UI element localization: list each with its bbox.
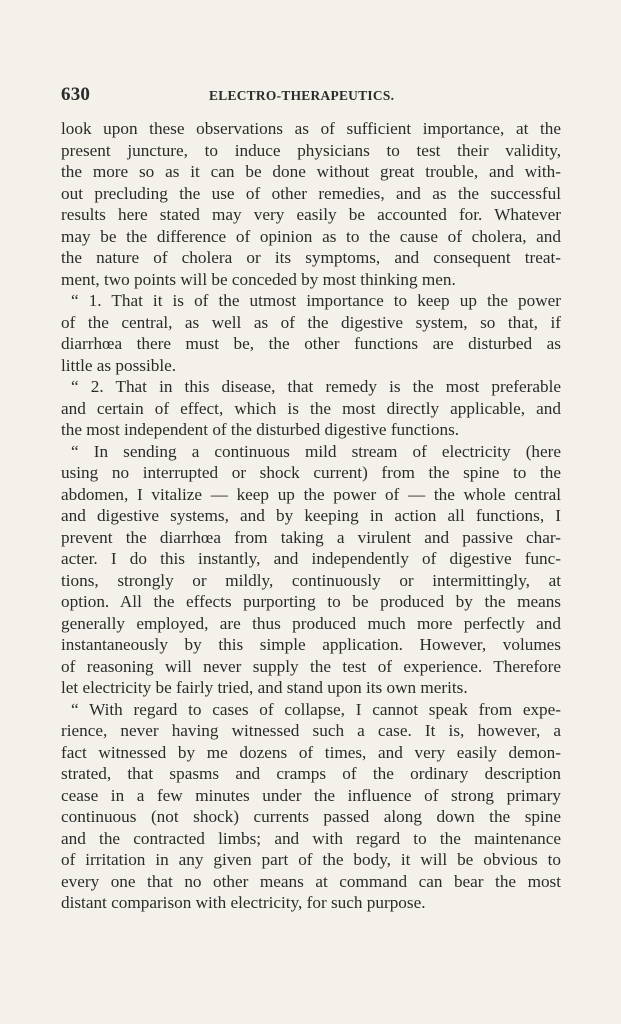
text-line: present juncture, to induce physicians to test their validity, — [61, 140, 561, 160]
text-line: and certain of effect, which is the most directly applicable, and — [61, 398, 561, 418]
text-line: of reasoning will never supply the test of experience. Therefore — [61, 656, 561, 676]
text-line: let electricity be fairly tried, and stand upon its own merits. — [61, 678, 468, 697]
text-line: acter. I do this instantly, and independently of digestive func- — [61, 549, 561, 568]
text-line: fact witnessed by me dozens of times, and very easily demon- — [61, 742, 561, 762]
text-line: instantaneously by this simple application. However, volumes — [61, 635, 561, 654]
text-line: strated, that spasms and cramps of the ordinary description — [61, 764, 561, 783]
text-line: cease in a few minutes under the influence of strong primary — [61, 785, 561, 805]
running-head — [61, 84, 561, 106]
text-line: look upon these observations as of sufficient importance, at the — [61, 119, 561, 138]
text-line: abdomen, I vitalize — keep up the power of — the whole central — [61, 484, 561, 504]
text-line: “ In sending a continuous mild stream of electricity (here — [71, 441, 561, 461]
text-line: prevent the diarrhœa from taking a virulent and passive char- — [61, 527, 561, 547]
text-line: option. All the effects purporting to be produced by the means — [61, 592, 561, 611]
text-line: little as possible. — [61, 355, 177, 375]
text-line: continuous (not shock) currents passed along down the spine — [61, 807, 561, 826]
text-line: “ 2. That in this disease, that remedy is the most preferable — [71, 377, 561, 396]
text-line: the most independent of the disturbed digestive functions. — [61, 420, 460, 439]
text-line: may be the difference of opinion as to the cause of cholera, and — [61, 226, 561, 246]
text-line: of the central, as well as of the digestive system, so that, if — [61, 312, 561, 332]
text-line: results here stated may very easily be accounted for. Whatever — [61, 205, 561, 224]
text-line: and the contracted limbs; and with regard to the maintenance — [61, 828, 561, 848]
text-line: diarrhœa there must be, the other functions are disturbed as — [61, 334, 561, 353]
text-line: “ With regard to cases of collapse, I cannot speak from expe- — [71, 699, 561, 719]
page-number: 630 — [61, 84, 91, 105]
text-line: “ 1. That it is of the utmost importance to keep up the power — [71, 291, 561, 310]
text-line: of irritation in any given part of the body, it will be obvious to — [61, 850, 561, 869]
text-line: out precluding the use of other remedies, and as the successful — [61, 183, 561, 203]
text-line: generally employed, are thus produced much more perfectly and — [61, 613, 561, 633]
text-line: and digestive systems, and by keeping in action all functions, I — [61, 506, 561, 525]
text-line: the nature of cholera or its symptoms, and consequent treat- — [61, 248, 561, 267]
text-line: ment, two points will be conceded by most thinking men. — [61, 269, 456, 289]
text-line: using no interrupted or shock current) from the spine to the — [61, 463, 561, 482]
text-line: distant comparison with electricity, for such purpose. — [61, 893, 426, 912]
text-line: the more so as it can be done without great trouble, and with- — [61, 162, 561, 181]
body-text — [61, 118, 561, 914]
text-line: rience, never having witnessed such a case. It is, however, a — [61, 721, 561, 740]
text-line: tions, strongly or mildly, continuously or intermittingly, at — [61, 570, 561, 590]
text-line: every one that no other means at command can bear the most — [61, 871, 561, 891]
running-title: ELECTRO-THERAPEUTICS. — [209, 88, 395, 103]
